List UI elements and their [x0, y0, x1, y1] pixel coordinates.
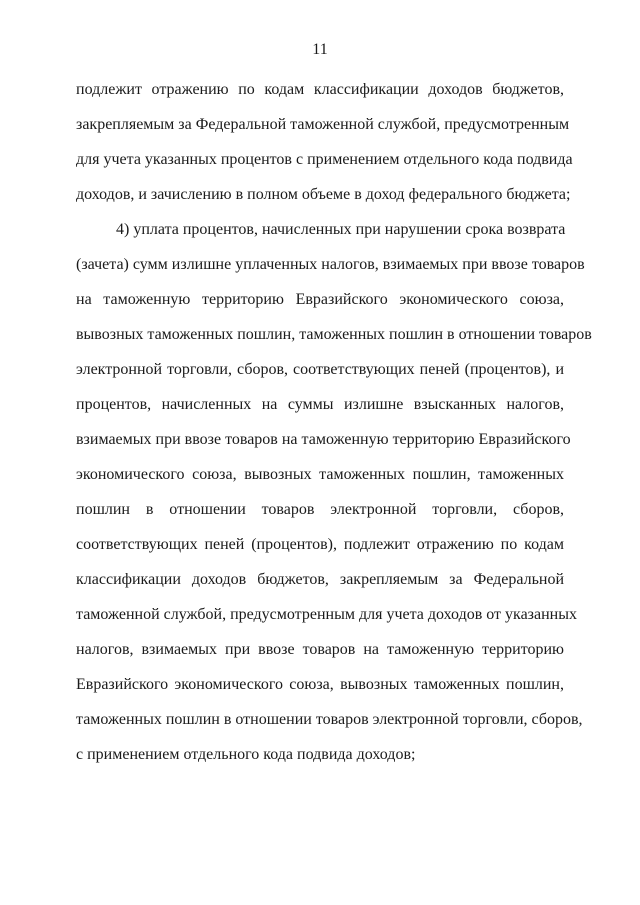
- text-line: таможенной службой, предусмотренным для учета доходов от указанных: [76, 606, 577, 623]
- text-line: электронной торговли, сборов, соответствующих пеней (процентов), и: [76, 361, 564, 378]
- text-line: классификации доходов бюджетов, закрепляемым за Федеральной: [76, 571, 564, 588]
- text-line: налогов, взимаемых при ввозе товаров на таможенную территорию: [76, 641, 564, 658]
- text-line: на таможенную территорию Евразийского экономического союза,: [76, 291, 564, 308]
- text-line: доходов, и зачислению в полном объеме в доход федерального бюджета;: [76, 186, 571, 203]
- text-line: вывозных таможенных пошлин, таможенных пошлин в отношении товаров: [76, 326, 592, 343]
- text-line: закрепляемым за Федеральной таможенной службой, предусмотренным: [76, 116, 570, 133]
- text-line: Евразийского экономического союза, вывозных таможенных пошлин,: [76, 676, 564, 693]
- text-line: таможенных пошлин в отношении товаров электронной торговли, сборов,: [76, 711, 583, 728]
- text-line: подлежит отражению по кодам классификации доходов бюджетов,: [76, 81, 564, 98]
- text-line: пошлин в отношении товаров электронной торговли, сборов,: [76, 501, 564, 518]
- text-line: соответствующих пеней (процентов), подлежит отражению по кодам: [76, 536, 564, 553]
- text-line: с применением отдельного кода подвида доходов;: [76, 746, 416, 763]
- text-line: 4) уплата процентов, начисленных при нарушении срока возврата: [116, 221, 566, 238]
- text-line: экономического союза, вывозных таможенных пошлин, таможенных: [76, 466, 564, 483]
- text-line: процентов, начисленных на суммы излишне взысканных налогов,: [76, 396, 564, 413]
- text-line: (зачета) сумм излишне уплаченных налогов, взимаемых при ввозе товаров: [76, 256, 585, 273]
- page-number: 11: [312, 41, 328, 58]
- text-line: для учета указанных процентов с применением отдельного кода подвида: [76, 151, 573, 168]
- text-line: взимаемых при ввозе товаров на таможенную территорию Евразийского: [76, 431, 571, 448]
